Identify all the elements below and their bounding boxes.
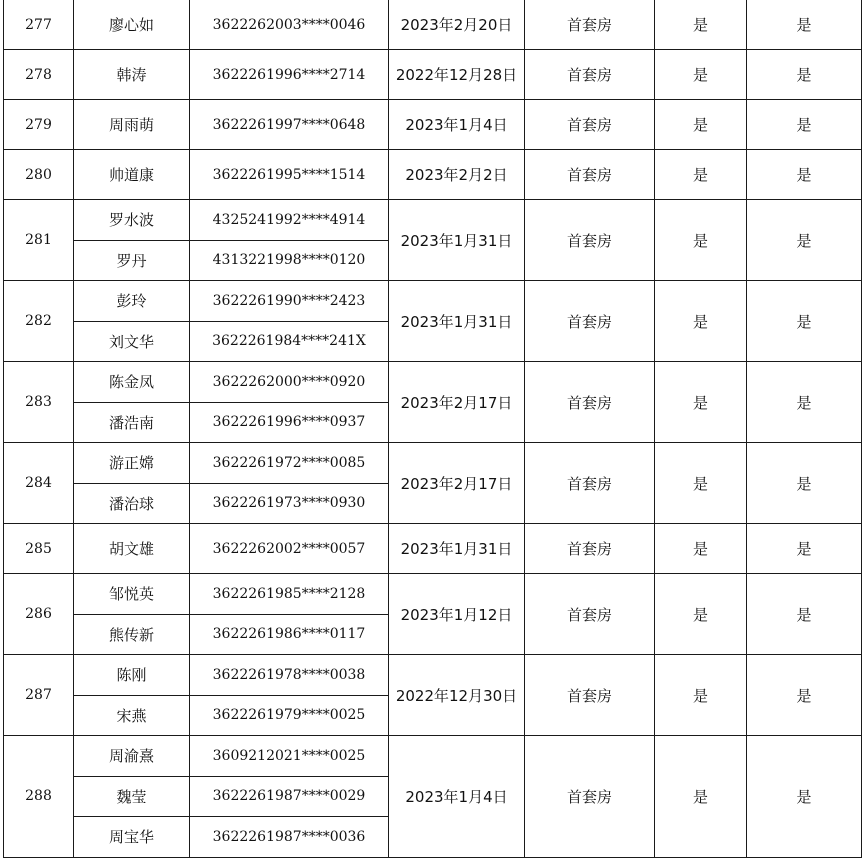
- check-column-2: 是: [747, 362, 862, 443]
- id-number: 4313221998****0120: [190, 240, 389, 281]
- applicant-name: 罗水波: [74, 200, 190, 241]
- id-number: 3622261996****2714: [190, 50, 389, 100]
- purchase-date: 2023年2月2日: [389, 150, 525, 200]
- house-type: 首套房: [525, 0, 655, 50]
- check-column-1: 是: [655, 574, 747, 655]
- purchase-date: 2023年1月12日: [389, 574, 525, 655]
- check-column-1: 是: [655, 281, 747, 362]
- check-column-2: 是: [747, 100, 862, 150]
- id-number: 3622262003****0046: [190, 0, 389, 50]
- applicant-name: 周渝熹: [74, 736, 190, 777]
- applicant-name: 胡文雄: [74, 524, 190, 574]
- check-column-2: 是: [747, 736, 862, 858]
- table-row: [4, 443, 862, 484]
- id-number: 3622262000****0920: [190, 362, 389, 403]
- row-number: 280: [4, 150, 74, 200]
- purchase-date: 2022年12月28日: [389, 50, 525, 100]
- house-type: 首套房: [525, 50, 655, 100]
- check-column-1: 是: [655, 50, 747, 100]
- purchase-date: 2023年1月31日: [389, 200, 525, 281]
- row-number: 285: [4, 524, 74, 574]
- row-number: 279: [4, 100, 74, 150]
- house-type: 首套房: [525, 655, 655, 736]
- purchase-date: 2023年2月20日: [389, 0, 525, 50]
- check-column-1: 是: [655, 524, 747, 574]
- purchase-date: 2023年1月4日: [389, 100, 525, 150]
- table-row: [4, 736, 862, 777]
- id-number: 3622261984****241X: [190, 321, 389, 362]
- applicant-name: 游正嫦: [74, 443, 190, 484]
- check-column-2: 是: [747, 0, 862, 50]
- id-number: 3622261987****0036: [190, 817, 389, 858]
- applicant-name: 帅道康: [74, 150, 190, 200]
- check-column-2: 是: [747, 574, 862, 655]
- id-number: 3609212021****0025: [190, 736, 389, 777]
- check-column-1: 是: [655, 100, 747, 150]
- id-number: 4325241992****4914: [190, 200, 389, 241]
- purchase-date: 2023年2月17日: [389, 362, 525, 443]
- table-row: [4, 150, 862, 200]
- applicant-name: 邹悦英: [74, 574, 190, 615]
- applicant-name: 魏莹: [74, 776, 190, 817]
- purchase-date: 2023年2月17日: [389, 443, 525, 524]
- row-number: 281: [4, 200, 74, 281]
- house-type: 首套房: [525, 200, 655, 281]
- row-number: 287: [4, 655, 74, 736]
- id-number: 3622261997****0648: [190, 100, 389, 150]
- applicant-name: 韩涛: [74, 50, 190, 100]
- check-column-2: 是: [747, 200, 862, 281]
- purchase-date: 2023年1月31日: [389, 524, 525, 574]
- purchase-date: 2023年1月4日: [389, 736, 525, 858]
- applicant-name: 潘浩南: [74, 402, 190, 443]
- table-row: [4, 100, 862, 150]
- check-column-1: 是: [655, 150, 747, 200]
- id-number: 3622261995****1514: [190, 150, 389, 200]
- records-table: [3, 0, 862, 858]
- table-row: [4, 0, 862, 50]
- table-row: [4, 524, 862, 574]
- id-number: 3622261973****0930: [190, 483, 389, 524]
- applicant-name: 彭玲: [74, 281, 190, 322]
- row-number: 282: [4, 281, 74, 362]
- check-column-1: 是: [655, 200, 747, 281]
- applicant-name: 陈金凤: [74, 362, 190, 403]
- check-column-1: 是: [655, 362, 747, 443]
- id-number: 3622261979****0025: [190, 695, 389, 736]
- purchase-date: 2022年12月30日: [389, 655, 525, 736]
- check-column-2: 是: [747, 655, 862, 736]
- applicant-name: 刘文华: [74, 321, 190, 362]
- row-number: 284: [4, 443, 74, 524]
- check-column-1: 是: [655, 443, 747, 524]
- id-number: 3622261972****0085: [190, 443, 389, 484]
- table-row: [4, 655, 862, 696]
- house-type: 首套房: [525, 281, 655, 362]
- check-column-1: 是: [655, 655, 747, 736]
- row-number: 283: [4, 362, 74, 443]
- id-number: 3622262002****0057: [190, 524, 389, 574]
- check-column-2: 是: [747, 150, 862, 200]
- applicant-name: 熊传新: [74, 614, 190, 655]
- check-column-2: 是: [747, 50, 862, 100]
- id-number: 3622261978****0038: [190, 655, 389, 696]
- house-type: 首套房: [525, 736, 655, 858]
- house-type: 首套房: [525, 443, 655, 524]
- applicant-name: 潘治球: [74, 483, 190, 524]
- applicant-name: 周宝华: [74, 817, 190, 858]
- id-number: 3622261985****2128: [190, 574, 389, 615]
- id-number: 3622261996****0937: [190, 402, 389, 443]
- row-number: 277: [4, 0, 74, 50]
- house-type: 首套房: [525, 150, 655, 200]
- check-column-1: 是: [655, 0, 747, 50]
- house-type: 首套房: [525, 362, 655, 443]
- applicant-name: 陈刚: [74, 655, 190, 696]
- table-row: [4, 50, 862, 100]
- applicant-name: 周雨萌: [74, 100, 190, 150]
- table-row: [4, 200, 862, 241]
- house-type: 首套房: [525, 524, 655, 574]
- check-column-2: 是: [747, 443, 862, 524]
- table-row: [4, 362, 862, 403]
- applicant-name: 罗丹: [74, 240, 190, 281]
- purchase-date: 2023年1月31日: [389, 281, 525, 362]
- id-number: 3622261990****2423: [190, 281, 389, 322]
- table-row: [4, 574, 862, 615]
- house-type: 首套房: [525, 100, 655, 150]
- house-type: 首套房: [525, 574, 655, 655]
- row-number: 286: [4, 574, 74, 655]
- check-column-2: 是: [747, 524, 862, 574]
- table-row: [4, 281, 862, 322]
- row-number: 288: [4, 736, 74, 858]
- check-column-1: 是: [655, 736, 747, 858]
- id-number: 3622261987****0029: [190, 776, 389, 817]
- id-number: 3622261986****0117: [190, 614, 389, 655]
- row-number: 278: [4, 50, 74, 100]
- table-body: [4, 0, 862, 857]
- check-column-2: 是: [747, 281, 862, 362]
- applicant-name: 宋燕: [74, 695, 190, 736]
- applicant-name: 廖心如: [74, 0, 190, 50]
